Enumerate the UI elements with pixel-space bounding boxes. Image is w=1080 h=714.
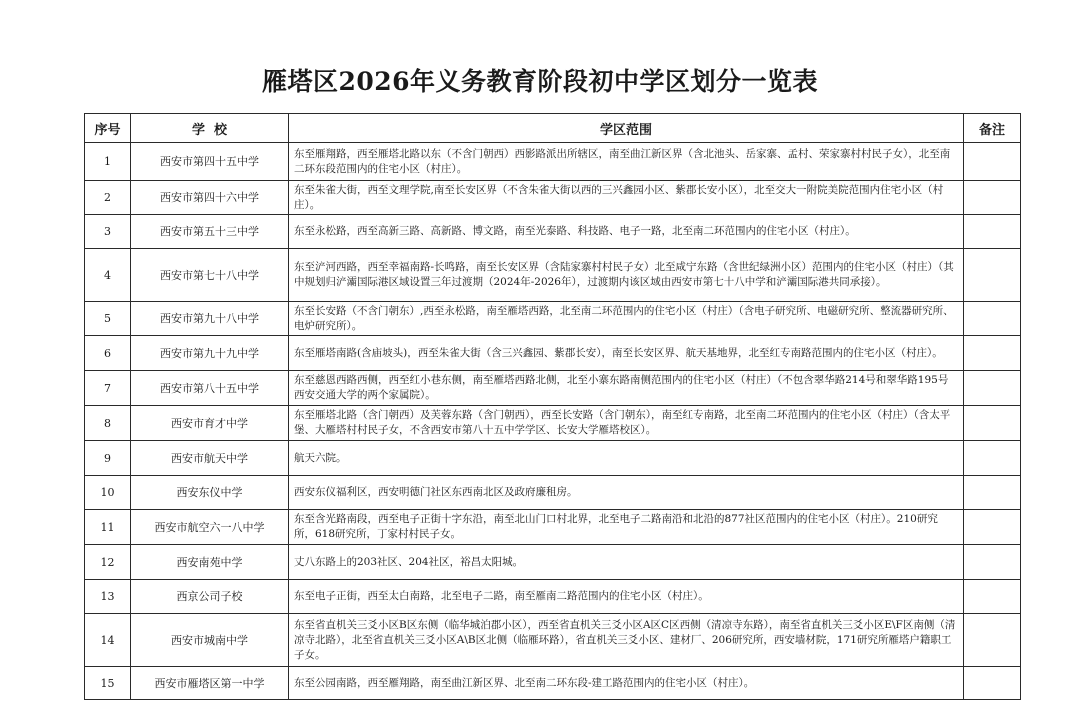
table-header-row (85, 114, 1021, 143)
table-row (85, 545, 1021, 580)
remark (964, 614, 1021, 667)
remark (964, 249, 1021, 302)
table-row (85, 406, 1021, 441)
district-range: 东至长安路（不含门朝东）,西至永松路，南至雁塔西路，北至南二环范围内的住宅小区（村庄）（含电子研究所、电磁研究所、整流器研究所、电炉研究所）。 (289, 302, 964, 336)
school-name: 西安南苑中学 (131, 545, 289, 580)
header-school: 学 校 (131, 114, 289, 143)
row-number: 10 (85, 476, 131, 510)
row-number: 13 (85, 580, 131, 614)
row-number: 7 (85, 371, 131, 406)
school-name: 西安市育才中学 (131, 406, 289, 441)
remark (964, 580, 1021, 614)
table-row (85, 580, 1021, 614)
row-number: 3 (85, 215, 131, 249)
remark (964, 441, 1021, 476)
table-row (85, 181, 1021, 215)
school-name: 西安市第四十六中学 (131, 181, 289, 215)
remark (964, 143, 1021, 181)
remark (964, 545, 1021, 580)
remark (964, 476, 1021, 510)
district-range: 东至含光路南段，西至电子正街十字东沿，南至北山门口村北界，北至电子二路南沿和北沿的877社区范围内的住宅小区（村庄）。210研究所，618研究所，丁家村村民子女。 (289, 510, 964, 545)
district-range: 东至雁翔路，西至雁塔北路以东（不含门朝西）西影路派出所辖区，南至曲江新区界（含北池头、岳家寨、孟村、荣家寨村村民子女），北至南二环东段范围内的住宅小区（村庄）。 (289, 143, 964, 181)
school-name: 西京公司子校 (131, 580, 289, 614)
remark (964, 336, 1021, 371)
header-no: 序号 (85, 114, 131, 143)
table-row (85, 614, 1021, 667)
row-number: 9 (85, 441, 131, 476)
school-name: 西安东仪中学 (131, 476, 289, 510)
district-table (84, 113, 1021, 700)
table-row (85, 249, 1021, 302)
row-number: 11 (85, 510, 131, 545)
table-row (85, 441, 1021, 476)
remark (964, 371, 1021, 406)
remark (964, 302, 1021, 336)
row-number: 14 (85, 614, 131, 667)
district-range: 东至雁塔南路(含庙坡头)，西至朱雀大街（含三兴鑫园、紫郡长安），南至长安区界、航天基地界，北至红专南路范围内的住宅小区（村庄）。 (289, 336, 964, 371)
row-number: 6 (85, 336, 131, 371)
school-name: 西安市雁塔区第一中学 (131, 667, 289, 700)
district-range: 航天六院。 (289, 441, 964, 476)
district-range: 东至电子正街，西至太白南路，北至电子二路，南至雁南二路范围内的住宅小区（村庄）。 (289, 580, 964, 614)
page-title: 雁塔区2026年义务教育阶段初中学区划分一览表 (261, 67, 819, 96)
district-range: 丈八东路上的203社区、204社区，裕昌太阳城。 (289, 545, 964, 580)
remark (964, 406, 1021, 441)
table-row (85, 215, 1021, 249)
row-number: 1 (85, 143, 131, 181)
table-row (85, 510, 1021, 545)
remark (964, 510, 1021, 545)
table-row (85, 667, 1021, 700)
school-name: 西安市第九十九中学 (131, 336, 289, 371)
table-row (85, 371, 1021, 406)
remark (964, 667, 1021, 700)
table-row (85, 336, 1021, 371)
district-range: 东至公园南路，西至雁翔路，南至曲江新区界、北至南二环东段-建工路范围内的住宅小区（村庄）。 (289, 667, 964, 700)
row-number: 15 (85, 667, 131, 700)
row-number: 8 (85, 406, 131, 441)
school-name: 西安市第九十八中学 (131, 302, 289, 336)
school-name: 西安市航空六一八中学 (131, 510, 289, 545)
school-name: 西安市第八十五中学 (131, 371, 289, 406)
header-range: 学区范围 (289, 114, 964, 143)
remark (964, 181, 1021, 215)
district-range: 东至省直机关三爻小区B区东侧（临华城泊郡小区），西至省直机关三爻小区A区C区西侧（清凉寺东路），南至省直机关三爻小区E\F区南侧（清凉寺北路），北至省直机关三爻小区A\B区北侧（临雁环路），省直机关三爻小区、建材厂、206研究所，西安墙材院，171研究所雁塔户籍职工子女。 (289, 614, 964, 667)
school-name: 西安市航天中学 (131, 441, 289, 476)
school-name: 西安市城南中学 (131, 614, 289, 667)
table-row (85, 302, 1021, 336)
row-number: 12 (85, 545, 131, 580)
row-number: 4 (85, 249, 131, 302)
district-range: 东至永松路，西至高新三路、高新路、博文路，南至光泰路、科技路、电子一路，北至南二环范围内的住宅小区（村庄）。 (289, 215, 964, 249)
district-range: 东至朱雀大街，西至文理学院,南至长安区界（不含朱雀大街以西的三兴鑫园小区、紫郡长安小区），北至交大一附院美院范围内住宅小区（村庄）。 (289, 181, 964, 215)
district-range: 东至雁塔北路（含门朝西）及芙蓉东路（含门朝西），西至长安路（含门朝东），南至红专南路，北至南二环范围内的住宅小区（村庄）（含太平堡、大雁塔村村民子女，不含西安市第八十五中学学区、长安大学雁塔校区）。 (289, 406, 964, 441)
district-range: 西安东仪福利区，西安明德门社区东西南北区及政府廉租房。 (289, 476, 964, 510)
row-number: 5 (85, 302, 131, 336)
school-name: 西安市第五十三中学 (131, 215, 289, 249)
district-range: 东至浐河西路，西至幸福南路-长鸣路，南至长安区界（含陆家寨村村民子女）北至咸宁东路（含世纪绿洲小区）范围内的住宅小区（村庄）（其中规划归浐灞国际港区域设置三年过渡期（2024年-2026年），过渡期内该区域由西安市第七十八中学和浐灞国际港共同承接）。 (289, 249, 964, 302)
school-name: 西安市第四十五中学 (131, 143, 289, 181)
header-note: 备注 (964, 114, 1021, 143)
remark (964, 215, 1021, 249)
school-name: 西安市第七十八中学 (131, 249, 289, 302)
row-number: 2 (85, 181, 131, 215)
table-row (85, 143, 1021, 181)
district-range: 东至慈恩西路西侧，西至红小巷东侧，南至雁塔西路北侧，北至小寨东路南侧范围内的住宅小区（村庄）（不包含翠华路214号和翠华路195号西安交通大学的两个家属院）。 (289, 371, 964, 406)
table-row (85, 476, 1021, 510)
